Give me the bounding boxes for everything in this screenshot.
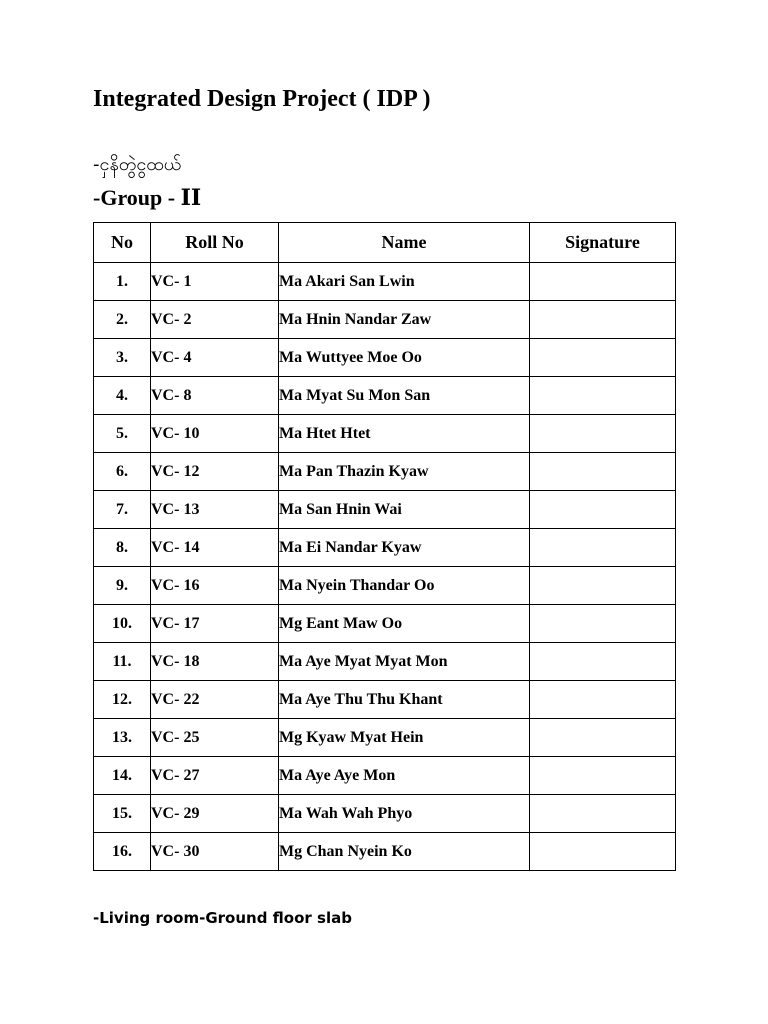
student-name-cell: Ma Pan Thazin Kyaw <box>279 453 530 491</box>
signature-cell <box>530 681 676 719</box>
row-number: 3. <box>94 339 151 377</box>
student-name-cell: Ma Wuttyee Moe Oo <box>279 339 530 377</box>
table-row <box>94 453 676 491</box>
roll-number-cell: VC- 4 <box>151 339 279 377</box>
signature-cell <box>530 415 676 453</box>
table-row <box>94 605 676 643</box>
row-number: 6. <box>94 453 151 491</box>
student-name-cell: Ma Ei Nandar Kyaw <box>279 529 530 567</box>
row-number: 12. <box>94 681 151 719</box>
footer-note: -Living room-Ground floor slab <box>93 909 352 927</box>
student-name-cell: Ma Akari San Lwin <box>279 263 530 301</box>
table-header-row <box>94 223 676 263</box>
table-row <box>94 529 676 567</box>
signature-cell <box>530 833 676 871</box>
roll-number-cell: VC- 30 <box>151 833 279 871</box>
signature-cell <box>530 491 676 529</box>
roll-number-cell: VC- 12 <box>151 453 279 491</box>
signature-cell <box>530 263 676 301</box>
header-signature: Signature <box>530 223 676 263</box>
table-row <box>94 491 676 529</box>
student-roster-table <box>93 222 676 871</box>
signature-cell <box>530 605 676 643</box>
signature-cell <box>530 453 676 491</box>
roll-number-cell: VC- 22 <box>151 681 279 719</box>
student-name-cell: Ma Myat Su Mon San <box>279 377 530 415</box>
student-name-cell: Ma Htet Htet <box>279 415 530 453</box>
table-row <box>94 263 676 301</box>
roll-number-cell: VC- 16 <box>151 567 279 605</box>
roll-number-cell: VC- 14 <box>151 529 279 567</box>
roll-number-cell: VC- 25 <box>151 719 279 757</box>
row-number: 8. <box>94 529 151 567</box>
row-number: 2. <box>94 301 151 339</box>
row-number: 16. <box>94 833 151 871</box>
table-row <box>94 757 676 795</box>
row-number: 14. <box>94 757 151 795</box>
signature-cell <box>530 757 676 795</box>
myanmar-subtitle: -ငှနိတွဲငွထယ် <box>93 154 182 175</box>
student-name-cell: Ma Hnin Nandar Zaw <box>279 301 530 339</box>
table-row <box>94 719 676 757</box>
roll-number-cell: VC- 10 <box>151 415 279 453</box>
roll-number-cell: VC- 2 <box>151 301 279 339</box>
row-number: 9. <box>94 567 151 605</box>
row-number: 5. <box>94 415 151 453</box>
roll-number-cell: VC- 27 <box>151 757 279 795</box>
signature-cell <box>530 567 676 605</box>
student-name-cell: Ma Aye Thu Thu Khant <box>279 681 530 719</box>
table-row <box>94 567 676 605</box>
table-row <box>94 833 676 871</box>
roll-number-cell: VC- 18 <box>151 643 279 681</box>
header-no: No <box>94 223 151 263</box>
row-number: 10. <box>94 605 151 643</box>
group-line <box>93 185 201 211</box>
roll-number-cell: VC- 8 <box>151 377 279 415</box>
document-title: Integrated Design Project ( IDP ) <box>93 86 431 112</box>
header-name: Name <box>279 223 530 263</box>
signature-cell <box>530 339 676 377</box>
table-row <box>94 795 676 833</box>
table-row <box>94 643 676 681</box>
signature-cell <box>530 643 676 681</box>
student-name-cell: Ma Nyein Thandar Oo <box>279 567 530 605</box>
roll-number-cell: VC- 1 <box>151 263 279 301</box>
student-name-cell: Ma Aye Myat Myat Mon <box>279 643 530 681</box>
student-name-cell: Mg Eant Maw Oo <box>279 605 530 643</box>
roll-number-cell: VC- 17 <box>151 605 279 643</box>
student-name-cell: Ma Aye Aye Mon <box>279 757 530 795</box>
table-row <box>94 415 676 453</box>
header-roll-no: Roll No <box>151 223 279 263</box>
table-row <box>94 339 676 377</box>
row-number: 1. <box>94 263 151 301</box>
group-label: -Group - <box>93 185 181 210</box>
roll-number-cell: VC- 29 <box>151 795 279 833</box>
table-body <box>94 263 676 871</box>
group-value: II <box>180 185 202 211</box>
signature-cell <box>530 795 676 833</box>
signature-cell <box>530 719 676 757</box>
student-name-cell: Mg Kyaw Myat Hein <box>279 719 530 757</box>
row-number: 11. <box>94 643 151 681</box>
roll-number-cell: VC- 13 <box>151 491 279 529</box>
row-number: 4. <box>94 377 151 415</box>
signature-cell <box>530 377 676 415</box>
student-name-cell: Mg Chan Nyein Ko <box>279 833 530 871</box>
row-number: 7. <box>94 491 151 529</box>
row-number: 13. <box>94 719 151 757</box>
row-number: 15. <box>94 795 151 833</box>
student-name-cell: Ma San Hnin Wai <box>279 491 530 529</box>
signature-cell <box>530 301 676 339</box>
student-name-cell: Ma Wah Wah Phyo <box>279 795 530 833</box>
signature-cell <box>530 529 676 567</box>
table-row <box>94 377 676 415</box>
table-row <box>94 301 676 339</box>
table-row <box>94 681 676 719</box>
